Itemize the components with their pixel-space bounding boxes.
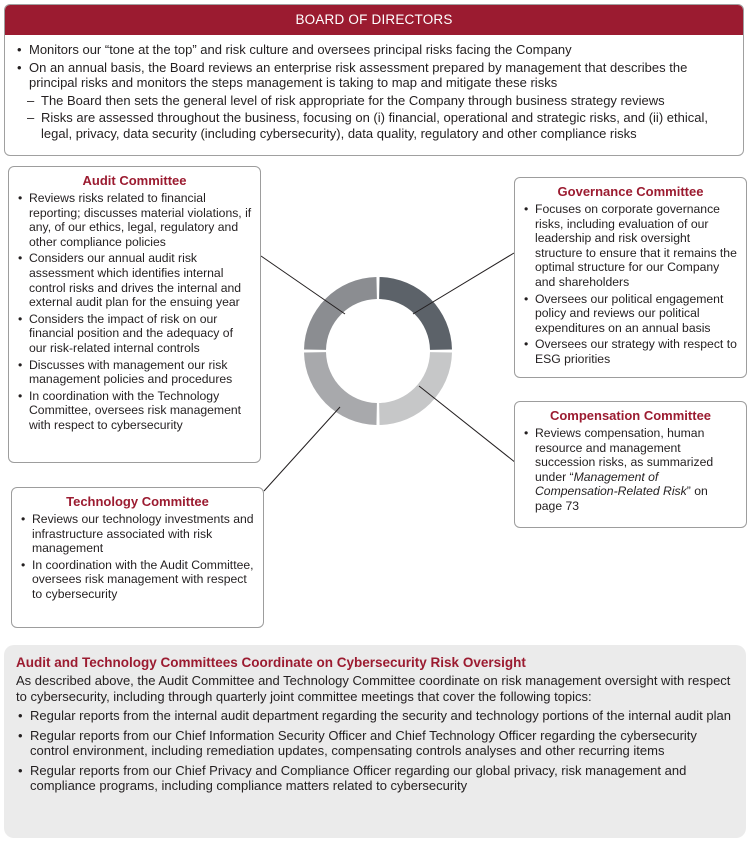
- list-item: • Focuses on corporate governance risks, including evaluation of our leadership and risk oversight structure to ensure that it remains the optimal structure for our Company and shareholders: [523, 202, 738, 290]
- list-item: • Reviews risks related to financial reporting; discusses material violations, if any, of our ethics, legal, regulatory and other compliance policies: [17, 191, 252, 249]
- list-item: • In coordination with the Technology Committee, oversees risk management with respect to cybersecurity: [17, 389, 252, 433]
- ring-segment-compensation: [379, 352, 452, 425]
- board-bullet-list: [5, 35, 743, 141]
- board-title: BOARD OF DIRECTORS: [5, 5, 743, 35]
- cybersecurity-list: [16, 708, 734, 794]
- governance-committee-list: [523, 202, 738, 367]
- board-of-directors-box: [4, 4, 744, 156]
- cybersecurity-title: Audit and Technology Committees Coordinate on Cybersecurity Risk Oversight: [16, 655, 526, 670]
- board-sub-bullet: – The Board then sets the general level of risk appropriate for the Company through business strategy reviews: [15, 93, 733, 109]
- list-item: • Regular reports from the internal audit department regarding the security and technology portions of the internal audit plan: [16, 708, 734, 724]
- list-item: • Oversees our political engagement policy and reviews our political expenditures on an annual basis: [523, 292, 738, 336]
- audit-committee-title: Audit Committee: [82, 173, 187, 188]
- compensation-item-suffix: ” on page 73: [535, 484, 708, 513]
- list-item: [523, 426, 738, 514]
- cybersecurity-intro: As described above, the Audit Committee and Technology Committee coordinate on risk management oversight with respect to cybersecurity, including through quarterly joint committee meetings that cover the following topics:: [16, 673, 731, 704]
- ring-segment-technology: [304, 352, 377, 425]
- governance-committee-box: [514, 177, 747, 378]
- technology-committee-list: [20, 512, 255, 602]
- technology-committee-title: Technology Committee: [66, 494, 209, 509]
- list-item: • In coordination with the Audit Committee, oversees risk management with respect to cybersecurity: [20, 558, 255, 602]
- audit-committee-list: [17, 191, 252, 433]
- ring-segment-governance: [379, 277, 452, 350]
- list-item: • Considers the impact of risk on our financial position and the adequacy of our risk-related internal controls: [17, 312, 252, 356]
- board-sub-bullet: – Risks are assessed throughout the business, focusing on (i) financial, operational and strategic risks, and (ii) ethical, legal, privacy, data security (including cybersecurity), data quality, regulatory and other compliance risks: [15, 110, 733, 141]
- board-bullet: • On an annual basis, the Board reviews an enterprise risk assessment prepared by management that describes the principal risks and monitors the steps management is taking to map and mitigate these risks: [15, 60, 733, 91]
- list-item: • Considers our annual audit risk assessment which identifies internal control risks and drives the internal and external audit plan for the ensuing year: [17, 251, 252, 309]
- compensation-committee-title: Compensation Committee: [549, 408, 712, 423]
- list-item: • Discusses with management our risk management policies and procedures: [17, 358, 252, 387]
- list-item: • Oversees our strategy with respect to ESG priorities: [523, 337, 738, 366]
- list-item: • Regular reports from our Chief Privacy and Compliance Officer regarding our global privacy, risk management and compliance programs, including compliance matters related to cybersecurity: [16, 763, 734, 794]
- governance-committee-title: Governance Committee: [557, 184, 704, 199]
- board-bullet: • Monitors our “tone at the top” and risk culture and oversees principal risks facing the Company: [15, 42, 733, 58]
- connector-line-audit: [261, 256, 345, 314]
- audit-committee-box: [8, 166, 261, 463]
- connector-line-compensation: [419, 386, 516, 463]
- compensation-item-prefix: Reviews compensation, human resource and management succession risks, as summarized under “: [535, 426, 714, 484]
- ring-segment-audit: [304, 277, 377, 350]
- cybersecurity-coordination-panel: [4, 645, 746, 838]
- connector-line-governance: [413, 253, 514, 314]
- compensation-item-reference: Management of Compensation-Related Risk: [535, 469, 687, 499]
- compensation-committee-list: [523, 426, 738, 514]
- compensation-committee-box: [514, 401, 747, 528]
- list-item: • Reviews our technology investments and infrastructure associated with risk management: [20, 512, 255, 556]
- technology-committee-box: [11, 487, 264, 628]
- list-item: • Regular reports from our Chief Information Security Officer and Chief Technology Officer regarding the cybersecurity control environment, including remediation updates, compensating controls analyses and other recurring items: [16, 728, 734, 759]
- connector-line-technology: [264, 407, 340, 491]
